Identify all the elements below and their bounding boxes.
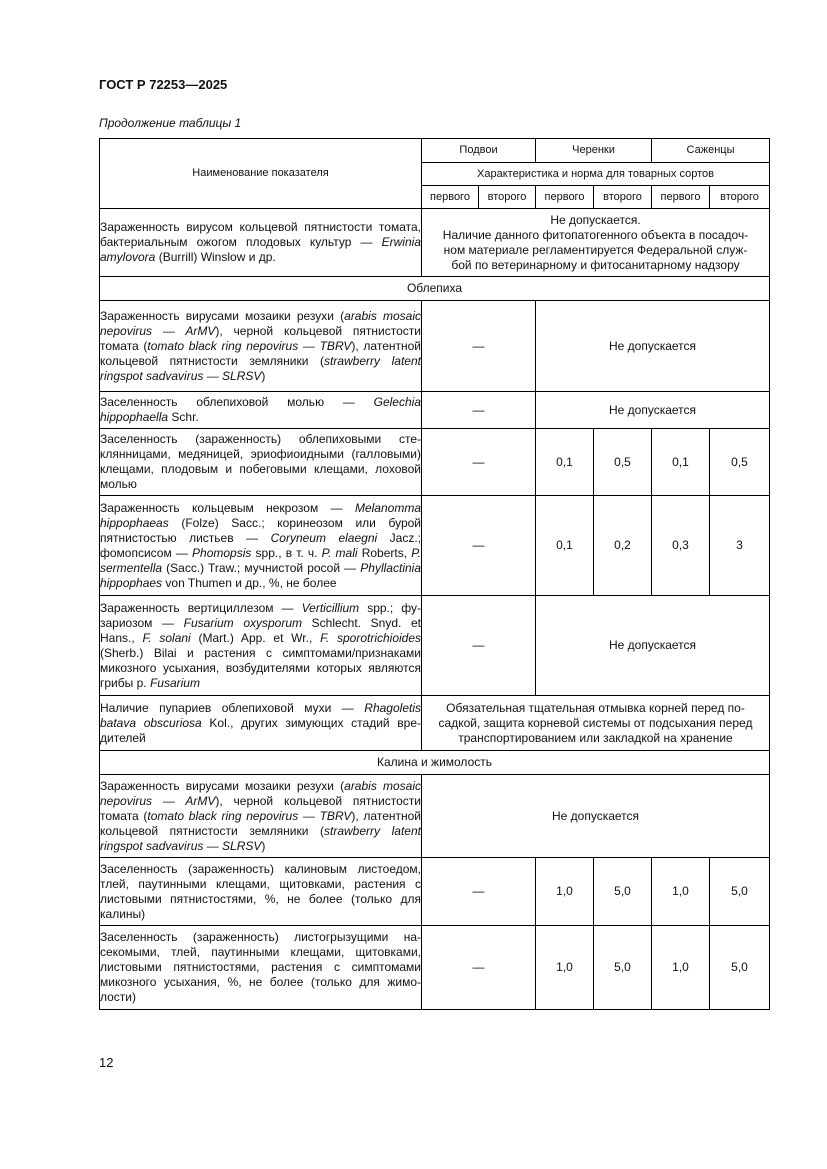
indicator-cell [100, 858, 422, 926]
table-row [100, 301, 770, 392]
grade-header: второго [479, 186, 536, 209]
table-continuation-caption: Продолжение таблицы 1 [99, 116, 242, 130]
latin-name-text: Coryneum elaegni [270, 530, 378, 545]
indicator-text: (Folze) Sacc.; коринеозом или бурой пятнистостью листьев — [100, 515, 421, 545]
indicator-cell [100, 301, 422, 392]
indicator-cell [100, 926, 422, 1010]
grade-value: 0,3 [652, 496, 710, 596]
section-title: Облепиха [100, 277, 770, 301]
indicator-text: ), латентной кольцевой пятнистости земляники ( [100, 808, 421, 838]
indicator-cell [100, 596, 422, 696]
indicator-text: (Burrill) Winslow и др. [155, 250, 276, 264]
latin-name-text: Phyllactinia hippophaes [100, 560, 421, 590]
indicator-text: (Mart.) App. et Wr., [190, 630, 321, 645]
indicator-text: ), латентной кольцевой пятнистости земляники ( [100, 338, 421, 368]
latin-name-text: Verticillium [301, 600, 360, 615]
latin-name-text: P. sermentella [100, 545, 421, 575]
document-code: ГОСТ Р 72253—2025 [99, 77, 228, 92]
grade-value: 3 [710, 496, 770, 596]
norm-note-line: бой по ветеринарному и фитосанитарному надзору [451, 257, 740, 272]
norm-note [422, 696, 770, 751]
grade-value: 0,2 [594, 496, 652, 596]
indicator-text: ) [261, 368, 266, 383]
indicator-text: Kol., других зимующих стадий вредителей [100, 715, 421, 745]
grade-value: 5,0 [594, 858, 652, 926]
page-number: 12 [99, 1055, 114, 1070]
norm-note-line: садкой, защита корневой системы от подсыхания перед [438, 715, 753, 730]
indicator-text: Jacz.; фомопсисом — [100, 530, 422, 560]
table-row [100, 209, 770, 277]
latin-name-text: Gelechia hippophaella [100, 395, 421, 424]
grade-value: 0,5 [594, 429, 652, 496]
norm-value: Не допускается [536, 301, 770, 392]
latin-name-text: arabis mosaic nepovirus — ArMV [100, 778, 421, 808]
table-row [100, 596, 770, 696]
podvoi-value: — [422, 301, 536, 392]
grade-value: 0,5 [710, 429, 770, 496]
grade-value: 1,0 [536, 858, 594, 926]
norm-value: Не допускается [536, 596, 770, 696]
grade-value: 1,0 [652, 926, 710, 1010]
indicator-text: Зараженность вирусами мозаики резухи ( [100, 308, 345, 323]
latin-name-text: Melanomma hippophaeas [100, 500, 421, 530]
latin-name-text: Rhagoletis batava obscuriosa [100, 700, 421, 730]
indicator-text: Заселенность (зараженность) облепиховыми стеклянницами, медяницей, эриофиоидными (галловыми) клещами, плодовым и побеговыми клещами, лоховой молью [100, 432, 421, 491]
group-header-cherenki: Черенки [536, 139, 652, 163]
indicator-text: Заселенность (зараженность) калиновым листоедом, тлей, паутинными клещами, щитовками, растения с листовыми пятнистостями, %, не более (только для калины) [100, 861, 421, 921]
indicator-column-header: Наименование показателя [100, 139, 422, 209]
podvoi-value: — [422, 496, 536, 596]
indicator-cell [100, 209, 422, 277]
indicator-text: Наличие пупариев облепиховой мухи — [100, 700, 365, 715]
group-header-podvoi: Подвои [422, 139, 536, 163]
indicator-text: Зараженность вирусами мозаики резухи ( [100, 778, 345, 793]
indicator-text: Зараженность вирусом кольцевой пятнистости томата, бактериальным ожогом плодовых культур — [100, 220, 421, 249]
indicator-cell [100, 775, 422, 858]
grade-value: 0,1 [536, 496, 594, 596]
indicator-text: Roberts, [357, 545, 412, 560]
grade-value: 1,0 [652, 858, 710, 926]
grade-value: 0,1 [652, 429, 710, 496]
latin-name-text: Phomopsis [192, 545, 252, 560]
latin-name-text: strawberry latent ringspot sadvavirus — SLRSV [100, 823, 421, 853]
indicator-text: Заселенность облепиховой молью — [100, 395, 374, 409]
norm-note-line: Не допускается. [550, 212, 641, 227]
norm-note-line: Обязательная тщательная отмывка корней перед по- [446, 700, 745, 715]
indicator-text: Заселенность (зараженность) листогрызущими насекомыми, тлей, паутинными клещами, щитовками, листовыми пятнистостями, растения с симптомами микозного усыхания, %, не более (только для жимолости) [100, 930, 421, 1004]
indicator-text: von Thumen и др., %, не более [162, 575, 337, 590]
grade-value: 5,0 [710, 858, 770, 926]
indicator-text: Schlecht. Snyd. et Hans., [100, 615, 421, 645]
indicator-cell [100, 429, 422, 496]
grade-header: второго [594, 186, 652, 209]
indicator-text: (Sacc.) Traw.; мучнистой росой — [162, 560, 361, 575]
grade-value: 1,0 [536, 926, 594, 1010]
latin-name-text: arabis mosaic nepovirus — ArMV [100, 308, 421, 338]
norm-value: Не допускается [536, 392, 770, 429]
podvoi-value: — [422, 429, 536, 496]
indicator-text: Schr. [168, 410, 199, 424]
group-header-sazhentsy: Саженцы [652, 139, 770, 163]
grade-header: второго [710, 186, 770, 209]
podvoi-value: — [422, 926, 536, 1010]
table-row [100, 429, 770, 496]
latin-name-text: Fusarium oxysporum [183, 615, 303, 630]
section-row [100, 277, 770, 301]
grade-value: 0,1 [536, 429, 594, 496]
grade-header: первого [536, 186, 594, 209]
podvoi-value: — [422, 858, 536, 926]
latin-name-text: Erwinia amylovora [100, 235, 421, 264]
norm-note [422, 209, 770, 277]
norm-note-line: транспортированием или закладкой на хранение [458, 730, 733, 745]
indicator-text: ), черной кольцевой пятнистости томата ( [100, 793, 421, 823]
characteristic-header: Характеристика и норма для товарных сортов [422, 163, 770, 186]
table-row [100, 926, 770, 1010]
podvoi-value: — [422, 596, 536, 696]
latin-name-text: F. solani [142, 630, 191, 645]
grade-header: первого [652, 186, 710, 209]
indicator-text: spp., в т. ч. [251, 545, 322, 560]
norm-note-line: Наличие данного фитопатогенного объекта в посадоч- [442, 227, 749, 242]
table-row [100, 775, 770, 858]
indicator-text: Зараженность вертициллезом — [100, 600, 302, 615]
norm-value: Не допускается [422, 775, 770, 858]
indicator-cell [100, 496, 422, 596]
norm-note-line: ном материале регламентируется Федеральной служ- [443, 242, 748, 257]
table-row [100, 392, 770, 429]
latin-name-text: tomato black ring nepovirus — TBRV [147, 338, 352, 353]
indicators-table [99, 138, 770, 1010]
indicator-text: ) [261, 838, 266, 853]
grade-value: 5,0 [710, 926, 770, 1010]
indicator-cell [100, 392, 422, 429]
indicator-text: (Sherb.) Bilai и растения с симптомами/признаками микозного усыхания, возбудителями которых являются грибы р. [100, 645, 421, 690]
section-title: Калина и жимолость [100, 751, 770, 775]
section-row [100, 751, 770, 775]
indicator-text: ), черной кольцевой пятнистости томата ( [100, 323, 421, 353]
latin-name-text: strawberry latent ringspot sadvavirus — SLRSV [100, 353, 421, 383]
grade-value: 5,0 [594, 926, 652, 1010]
podvoi-value: — [422, 392, 536, 429]
table-row [100, 696, 770, 751]
latin-name-text: Fusarium [149, 675, 200, 690]
table-row [100, 496, 770, 596]
indicator-text: spp.; фузариозом — [100, 600, 422, 630]
latin-name-text: tomato black ring nepovirus — TBRV [147, 808, 352, 823]
indicator-text: Зараженность кольцевым некрозом — [100, 500, 355, 515]
latin-name-text: F. sporotrichioides [320, 630, 422, 645]
latin-name-text: P. mali [321, 545, 358, 560]
indicator-cell [100, 696, 422, 751]
table-row [100, 858, 770, 926]
grade-header: первого [422, 186, 479, 209]
